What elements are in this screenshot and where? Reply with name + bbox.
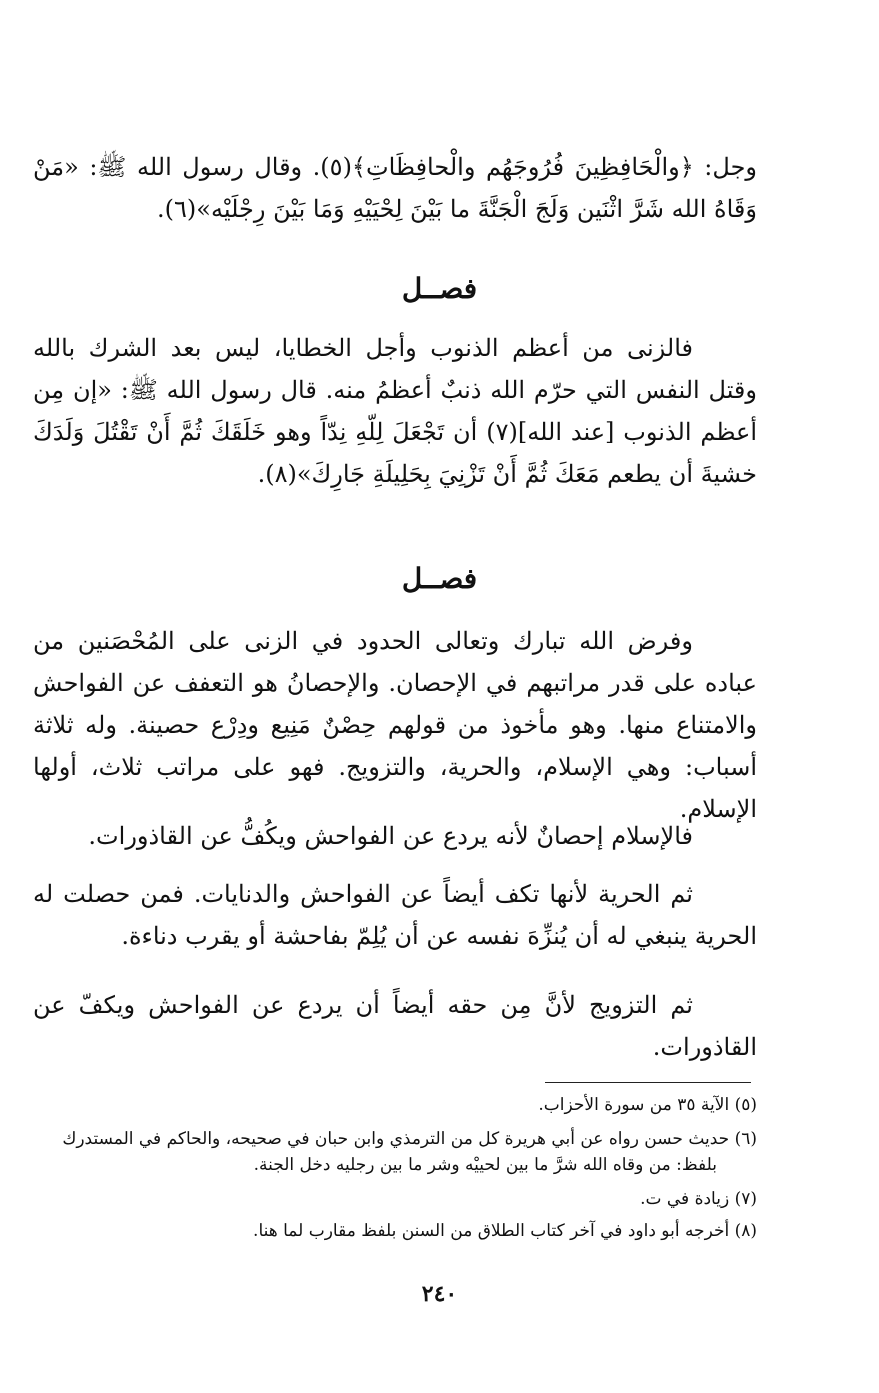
intro-paragraph: وجل: ﴿والْحَافِظِينَ فُرُوجَهُم والْحافِظَاتِ﴾(٥). وقال رسول الله ﷺ: «مَنْ وَقَاهُ الله شَرَّ اثْنَين وَلَجَ الْجَنَّةَ ما بَيْنَ لِحْيَيْهِ وَمَا بَيْنَ رِجْلَيْه»(٦). — [33, 153, 757, 223]
section2-paragraph-3: ثم الحرية لأنها تكف أيضاً عن الفواحش والدنايات. فمن حصلت له الحرية ينبغي له أن يُنزِّهَ نفسه عن أن يُلِمّ بفاحشة أو يقرب دناءة. — [33, 880, 757, 950]
section2-paragraph-4: ثم التزويج لأنَّ مِن حقه أيضاً أن يردع عن الفواحش ويكفّ عن القاذورات. — [33, 991, 757, 1061]
footnote-7: (٧) زيادة في ت. — [640, 1189, 757, 1209]
footnote-6-continuation: بلفظ: من وقاه الله شرَّ ما بين لحييْه وشر ما بين رجليه دخل الجنة. — [253, 1155, 717, 1175]
page-number: ٢٤٠ — [421, 1281, 458, 1307]
section-heading-2: فصــل — [401, 562, 478, 595]
section2-paragraph-1: وفرض الله تبارك وتعالى الحدود في الزنى على المُحْصَنين من عباده على قدر مراتبهم في الإحصان. والإحصانُ هو التعفف عن الفواحش والامتناع منها. وهو مأخوذ من قولهم حِصْنٌ مَنِيع ودِرْع حصينة. وله ثلاثة أسباب: وهي الإسلام، والحرية، والتزويج. فهو على مراتب ثلاث، أولها الإسلام. — [33, 627, 757, 823]
section1-paragraph: فالزنى من أعظم الذنوب وأجل الخطايا، ليس بعد الشرك بالله وقتل النفس التي حرّم الله ذنبٌ أعظمُ منه. قال رسول الله ﷺ: «إن مِن أعظم الذنوب [عند الله](٧) أن تَجْعَلَ لِلّهِ نِدّاً وهو خَلَقَكَ ثُمَّ أَنْ تَقْتُلَ وَلَدَكَ خشيةَ أن يطعم مَعَكَ ثُمَّ أَنْ تَزْنِيَ بِحَلِيلَةِ جَارِكَ»(٨). — [33, 334, 758, 488]
section2-paragraph-2: فالإسلام إحصانٌ لأنه يردع عن الفواحش ويكُفُّ عن القاذورات. — [88, 822, 693, 850]
footnote-8: (٨) أخرجه أبو داود في آخر كتاب الطلاق من السنن بلفظ مقارب لما هنا. — [253, 1221, 757, 1241]
footnote-6-text: (٦) حديث حسن رواه عن أبي هريرة كل من الترمذي وابن حبان في صحيحه، والحاكم في المستدرك — [62, 1129, 757, 1149]
section-heading-1: فصــل — [401, 272, 478, 305]
footnote-6 — [33, 1126, 757, 1178]
footnote-5: (٥) الآية ٣٥ من سورة الأحزاب. — [538, 1095, 757, 1115]
footnote-separator — [545, 1082, 751, 1083]
